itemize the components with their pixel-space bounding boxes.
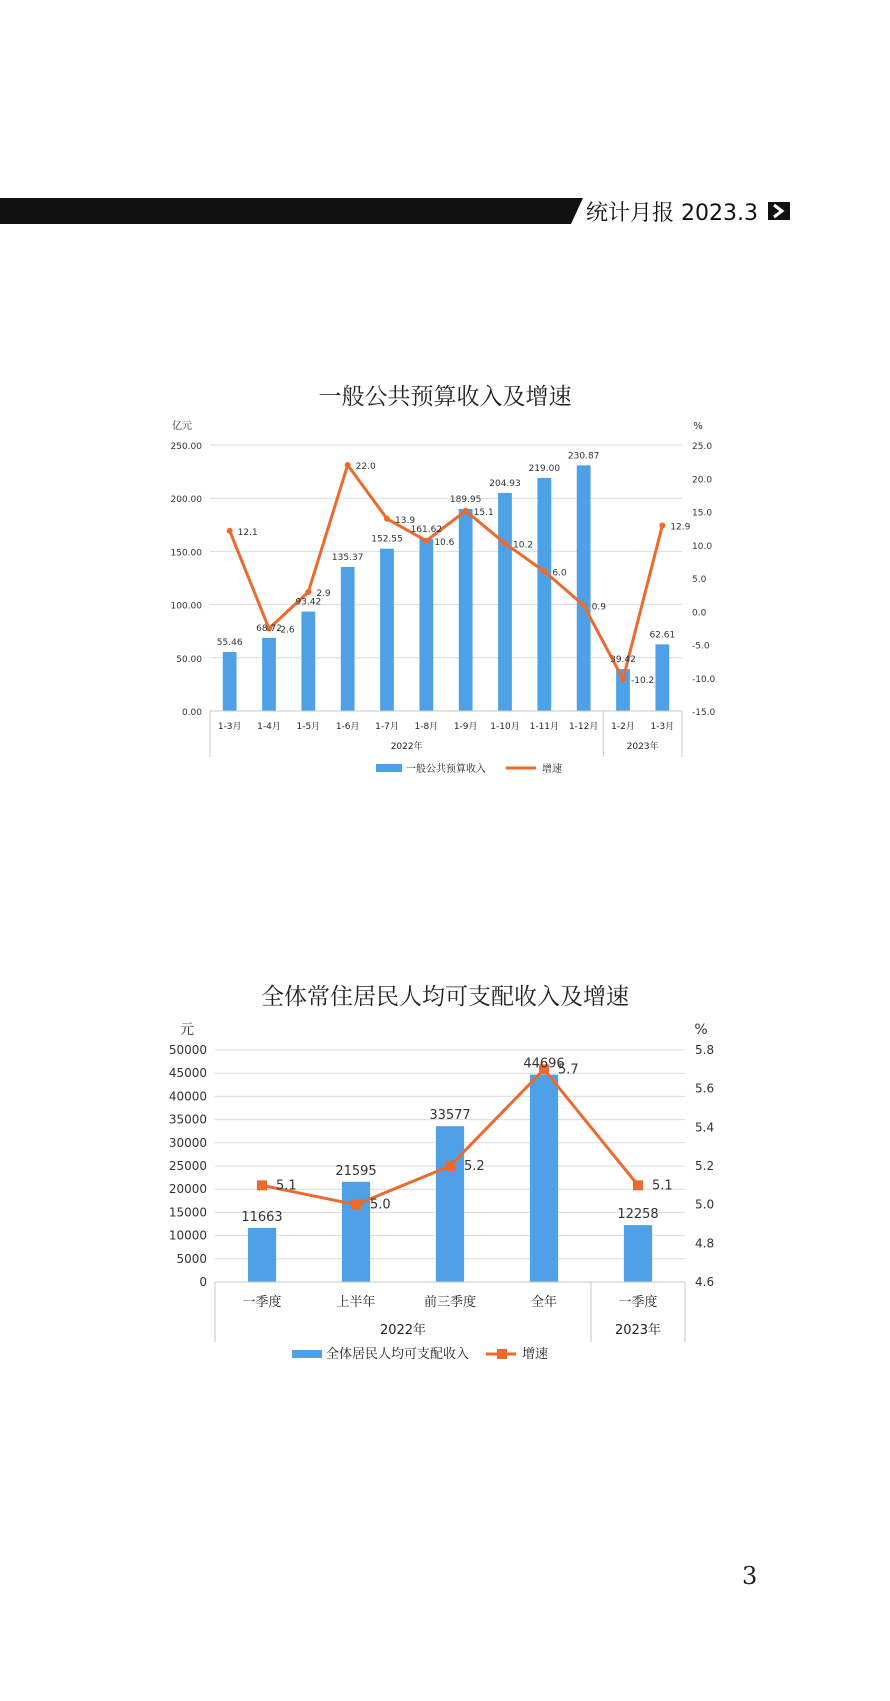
growth-point	[423, 538, 429, 544]
growth-value-label: 22.0	[355, 461, 376, 472]
growth-value-label: 10.2	[513, 540, 534, 551]
y-left-tick-label: 0.00	[181, 708, 202, 718]
budget-revenue-chart	[0, 415, 890, 785]
growth-value-label: 5.7	[558, 1062, 579, 1078]
growth-value-label: 13.9	[395, 515, 416, 526]
bar-value-label: 11663	[241, 1209, 283, 1225]
y-left-tick-label: 5000	[176, 1251, 207, 1266]
growth-value-label: 5.2	[464, 1159, 485, 1174]
bar-value-label: 62.61	[649, 630, 676, 641]
growth-point	[227, 528, 233, 534]
y-right-tick-label: 10.0	[692, 541, 713, 552]
bar	[577, 465, 591, 711]
bar	[459, 509, 473, 711]
legend-label: 全体居民人均可支配收入	[326, 1347, 470, 1362]
growth-value-label: -2.6	[277, 625, 295, 636]
bar-value-label: 204.93	[489, 478, 521, 489]
bar	[248, 1228, 276, 1282]
growth-value-label: 5.1	[276, 1178, 297, 1194]
legend-swatch-bar	[376, 764, 402, 772]
legend-swatch-bar	[292, 1350, 322, 1358]
bar-value-label: 55.46	[216, 637, 243, 648]
x-group-label: 2022年	[390, 742, 423, 752]
y-left-tick-label: 50.00	[176, 654, 202, 665]
bar	[341, 567, 355, 711]
y-left-tick-label: 10000	[168, 1228, 207, 1243]
chart-title: 全体常住居民人均可支配收入及增速	[261, 984, 629, 1010]
y-right-tick-label: 25.0	[692, 442, 713, 452]
growth-point	[445, 1161, 455, 1171]
x-tick-label: 上半年	[336, 1295, 376, 1310]
growth-value-label: 0.9	[591, 602, 606, 613]
y-right-tick-label: 5.4	[695, 1120, 715, 1135]
x-tick-label: 一季度	[242, 1295, 282, 1310]
y-left-unit: 亿元	[172, 421, 192, 432]
y-right-tick-label: 5.0	[695, 1197, 715, 1212]
growth-point	[659, 522, 665, 528]
y-left-tick-label: 35000	[168, 1112, 207, 1127]
x-tick-label: 1-6月	[335, 722, 360, 732]
legend-label: 增速	[522, 1347, 549, 1362]
bar	[262, 638, 276, 711]
x-group-label: 2023年	[614, 1323, 662, 1338]
growth-point	[305, 589, 311, 595]
y-left-tick-label: 100.00	[170, 601, 202, 612]
growth-point	[257, 1180, 267, 1190]
bar-value-label: 12258	[617, 1207, 659, 1223]
x-group-label: 2023年	[626, 742, 659, 752]
growth-value-label: 5.1	[652, 1178, 673, 1194]
y-left-tick-label: 0	[199, 1275, 207, 1289]
growth-value-label: 12.1	[237, 527, 258, 538]
growth-value-label: 5.0	[370, 1197, 391, 1213]
y-left-tick-label: 25000	[168, 1159, 207, 1173]
growth-value-label: 12.9	[670, 522, 691, 533]
bar	[530, 1075, 558, 1282]
growth-value-label: 2.9	[316, 588, 331, 599]
y-left-unit: 元	[180, 1022, 194, 1038]
bar	[498, 493, 512, 711]
bar-value-label: 161.62	[410, 525, 443, 536]
bar-value-label: 189.95	[449, 494, 482, 505]
chevron-right-icon	[768, 202, 790, 220]
growth-value-label: 6.0	[552, 568, 567, 579]
y-left-tick-label: 150.00	[170, 548, 202, 559]
growth-line	[230, 465, 663, 679]
y-right-tick-label: 0.0	[692, 608, 707, 619]
bar-value-label: 21595	[335, 1163, 377, 1179]
y-right-tick-label: 5.8	[695, 1043, 715, 1057]
growth-point	[620, 676, 626, 682]
y-left-tick-label: 15000	[168, 1205, 207, 1220]
bar-value-label: 152.55	[371, 534, 403, 545]
growth-point	[345, 462, 351, 468]
y-right-tick-label: 5.0	[692, 575, 707, 585]
x-tick-label: 1-12月	[568, 722, 599, 732]
x-tick-label: 1-11月	[529, 722, 560, 732]
bar	[380, 549, 394, 711]
chart-title: 一般公共预算收入及增速	[318, 384, 572, 410]
bar	[419, 539, 433, 711]
x-tick-label: 1-4月	[257, 722, 281, 732]
growth-point	[633, 1180, 643, 1190]
bar	[537, 478, 551, 711]
bar-value-label: 93.42	[295, 597, 322, 608]
y-left-tick-label: 200.00	[170, 495, 202, 506]
growth-value-label: -10.2	[631, 676, 655, 687]
y-left-tick-label: 45000	[168, 1066, 207, 1081]
page-number: 3	[742, 1562, 758, 1590]
report-title: 统计月报 2023.3	[586, 201, 758, 226]
x-tick-label: 一季度	[618, 1295, 658, 1310]
bar-value-label: 230.87	[567, 451, 600, 462]
growth-point	[502, 540, 508, 546]
x-tick-label: 1-3月	[217, 722, 242, 732]
y-right-tick-label: 20.0	[692, 475, 713, 486]
growth-point	[581, 602, 587, 608]
y-right-tick-label: 5.6	[695, 1081, 715, 1096]
growth-point	[463, 508, 469, 514]
bar	[223, 652, 237, 711]
y-left-tick-label: 20000	[168, 1182, 207, 1197]
y-right-tick-label: -5.0	[692, 641, 710, 652]
x-tick-label: 1-8月	[414, 722, 439, 732]
bar-value-label: 68.72	[256, 623, 282, 634]
y-right-tick-label: 15.0	[692, 508, 713, 519]
disposable-income-chart	[0, 1012, 890, 1412]
legend-label: 增速	[542, 764, 562, 775]
y-left-tick-label: 250.00	[170, 442, 202, 452]
x-tick-label: 全年	[530, 1295, 558, 1310]
bar-value-label: 219.00	[528, 463, 561, 474]
bar	[301, 612, 315, 711]
growth-point	[351, 1200, 361, 1210]
y-right-unit: %	[694, 1022, 708, 1038]
y-right-unit: %	[693, 421, 703, 432]
x-tick-label: 前三季度	[423, 1295, 477, 1310]
bar	[436, 1126, 464, 1282]
y-left-tick-label: 40000	[168, 1089, 207, 1104]
bar-value-label: 33577	[429, 1108, 471, 1124]
y-right-tick-label: -10.0	[692, 674, 716, 685]
legend-label: 一般公共预算收入	[406, 764, 486, 775]
y-right-tick-label: 5.2	[695, 1159, 715, 1173]
growth-point	[541, 568, 547, 574]
bar-value-label: 39.42	[610, 655, 636, 666]
x-tick-label: 1-5月	[296, 722, 321, 732]
legend-marker	[497, 1349, 507, 1359]
x-tick-label: 1-2月	[611, 722, 635, 732]
growth-point	[384, 516, 390, 522]
bar-value-label: 135.37	[331, 552, 364, 563]
y-left-tick-label: 30000	[168, 1135, 207, 1150]
x-tick-label: 1-10月	[490, 722, 520, 732]
growth-value-label: 15.1	[473, 507, 494, 518]
y-right-tick-label: 4.8	[695, 1236, 715, 1251]
growth-value-label: 10.6	[434, 537, 455, 548]
x-group-label: 2022年	[379, 1323, 427, 1338]
y-right-tick-label: 4.6	[695, 1275, 715, 1289]
bar	[342, 1182, 370, 1282]
x-tick-label: 1-3月	[650, 722, 675, 732]
bar	[655, 644, 669, 711]
x-tick-label: 1-7月	[375, 722, 399, 732]
bar-value-label: 44696	[523, 1056, 565, 1072]
bar	[624, 1225, 652, 1282]
x-tick-label: 1-9月	[453, 722, 478, 732]
y-right-tick-label: -15.0	[692, 708, 716, 718]
y-left-tick-label: 50000	[168, 1043, 207, 1057]
